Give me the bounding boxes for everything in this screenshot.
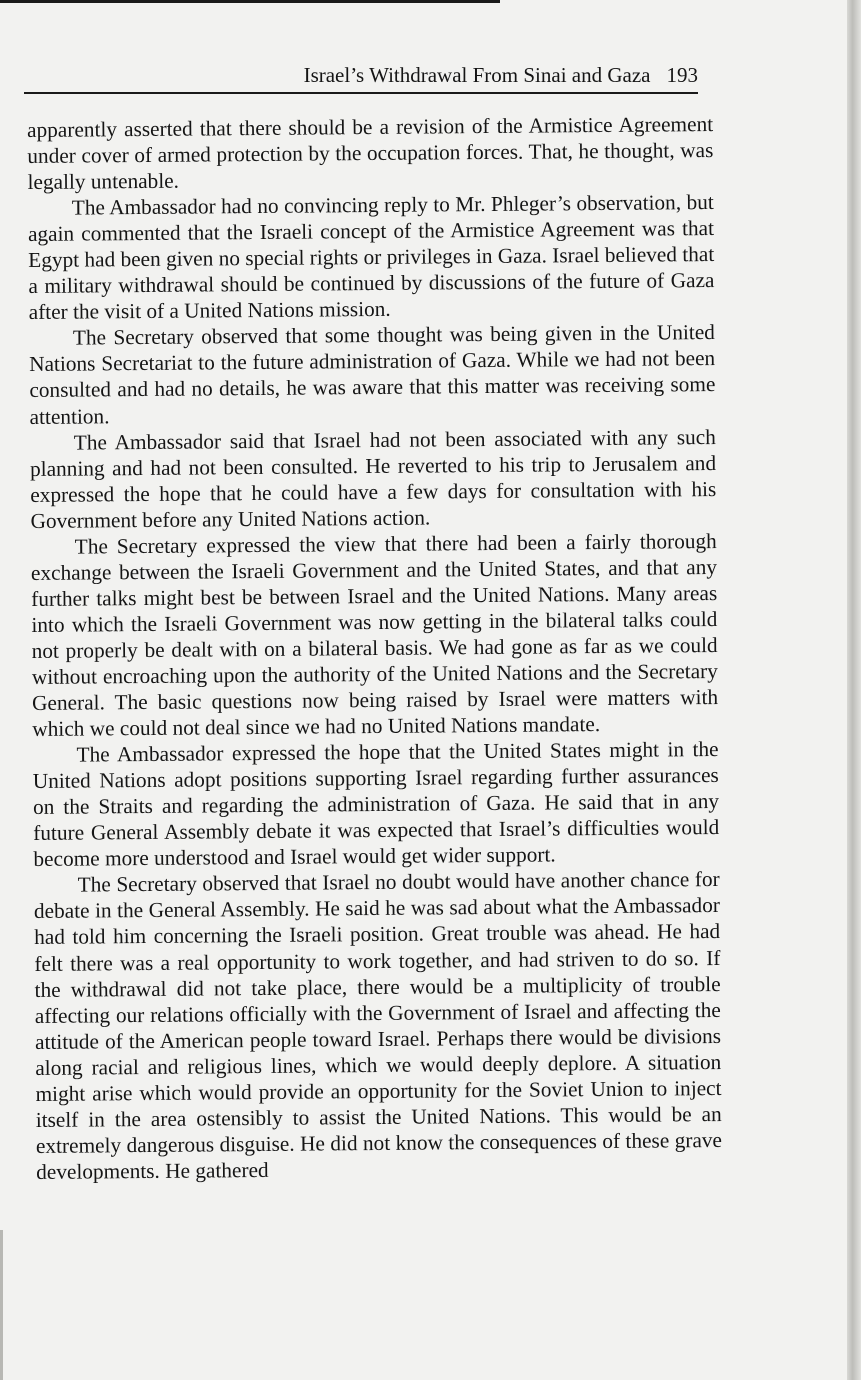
paragraph: The Ambassador had no convincing reply to Mr. Phleger’s observation, but again commented that the Israeli concept of the Armistice Agreement was that Egypt had been given no special rights or privileges in Gaza. Israel believed that a military withdrawal should be continued by discussions of the future of Gaza after the visit of a United Nations mission. (27, 190, 715, 325)
running-head-title: Israel’s Withdrawal From Sinai and Gaza (303, 63, 651, 87)
paragraph: The Secretary observed that some thought was being given in the United Nations Secretariat to the future administration of Gaza. While we had not been consulted and had no details, he was aware that this matter was receiving some attention. (29, 320, 716, 429)
page-top-edge (0, 0, 500, 3)
paragraph: The Ambassador said that Israel had not been associated with any such planning and had not been consulted. He reverted to his trip to Jerusalem and expressed the hope that he could have a few days for consultation with his Government before any United Nations action. (29, 424, 717, 533)
body-text (27, 111, 722, 1185)
running-head (24, 62, 698, 94)
page-left-edge (0, 1230, 3, 1380)
paragraph: The Ambassador expressed the hope that the United States might in the United Nations adopt positions supporting Israel regarding further assurances on the Straits and regarding the administration of Gaza. He said that in any future General Assembly debate it was expected that Israel’s difficulties would become more understood and Israel would get wider support. (32, 737, 720, 872)
paragraph: apparently asserted that there should be a revision of the Armistice Agreement under cover of armed protection by the occupation forces. That, he thought, was legally untenable. (27, 112, 714, 195)
paragraph: The Secretary expressed the view that there had been a fairly thorough exchange between the Israeli Government and the United States, and that any further talks might best be between Israel and the United Nations. Many areas into which the Israeli Government was now getting in the bilateral talks could not properly be dealt with on a bilateral basis. We had gone as far as we could without encroaching upon the authority of the United Nations and the Secretary General. The basic questions now being raised by Israel were matters with which we could not deal since we had no United Nations mandate. (30, 528, 719, 742)
paragraph: The Secretary observed that Israel no doubt would have another chance for debate in the General Assembly. He said he was sad about what the Ambassador had told him concerning the Israeli position. Great trouble was ahead. He had felt there was a real opportunity to work together, and had striven to do so. If the withdrawal did not take place, there would be a multiplicity of trouble affecting our relations officially with the Government of Israel and affecting the attitude of the American people toward Israel. Perhaps there would be divisions along racial and religious lines, which we would deeply deplore. A situation might arise which would provide an opportunity for the Soviet Union to inject itself in the area ostensibly to assist the United Nations. This would be an extremely dangerous disguise. He did not know the consequences of these grave developments. He gathered (33, 867, 723, 1184)
page-number: 193 (666, 63, 698, 87)
page-binding-edge (847, 0, 861, 1380)
